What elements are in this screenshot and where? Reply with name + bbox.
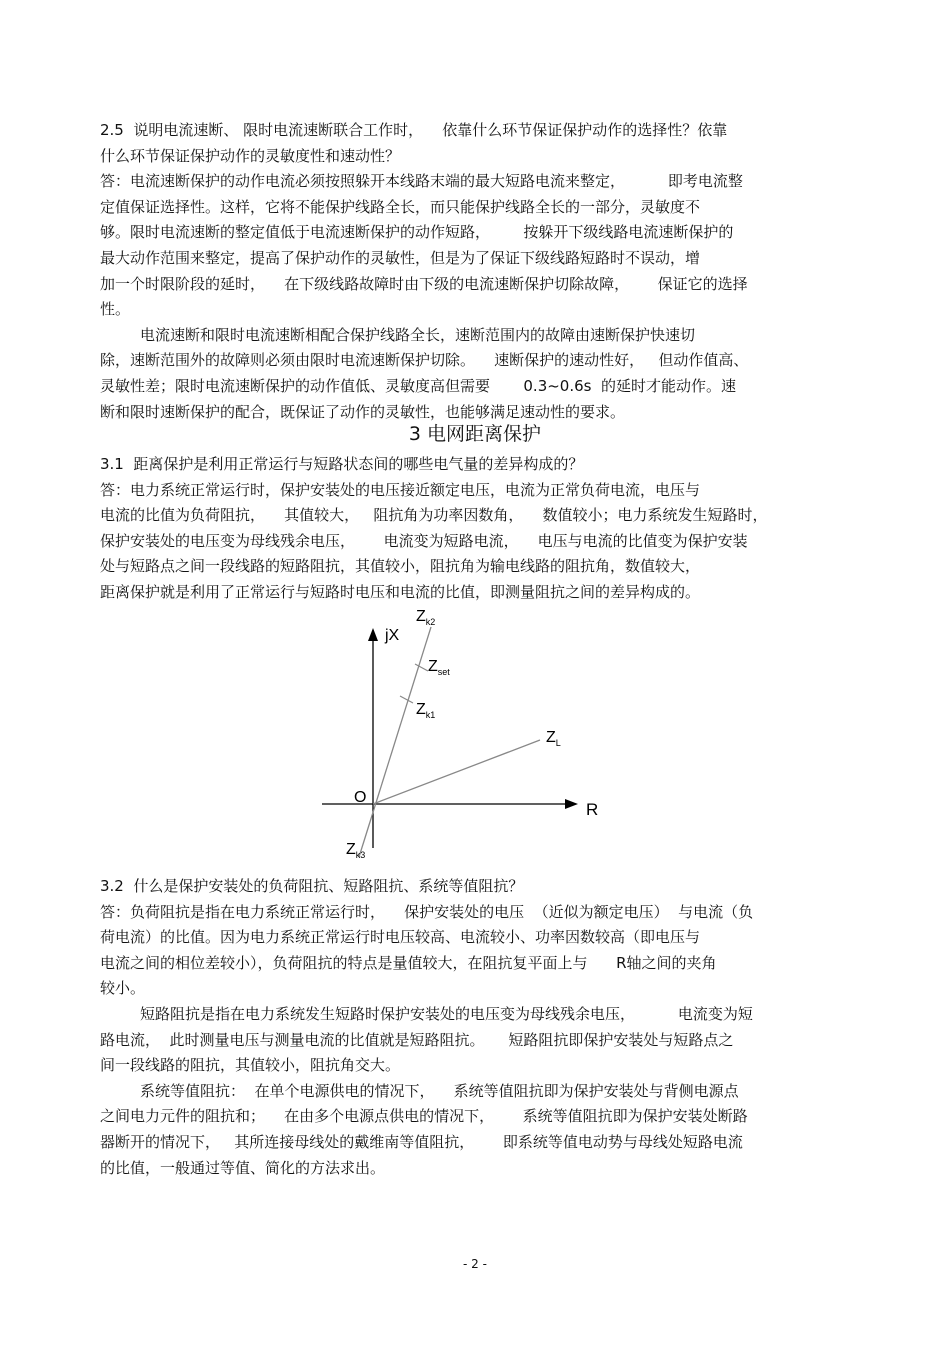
answer-3-2-line: 荷电流）的比值。因为电力系统正常运行时电压较高、电流较小、功率因数较高（即电压与 — [100, 928, 701, 947]
paragraph-3-2-line: 器断开的情况下， 其所连接母线处的戴维南等值阻抗， 即系统等值电动势与母线处短路电流 — [100, 1132, 743, 1151]
answer-2-5-line: 性。 — [100, 300, 131, 319]
answer-2-5-line: 加一个时限阶段的延时， 在下级线路故障时由下级的电流速断保护切除故障， 保证它的选择 — [100, 274, 748, 293]
answer-2-5-line: 够。限时电流速断的整定值低于电流速断保护的动作短路， 按躲开下级线路电流速断保护的 — [100, 223, 734, 242]
answer-3-2-line: 答：负荷阻抗是指在电力系统正常运行时， 保护安装处的电压 （近似为额定电压） 与电流（负 — [100, 902, 754, 921]
answer-2-5-line: 最大动作范围来整定，提高了保护动作的灵敏性，但是为了保证下级线路短路时不误动，增 — [100, 248, 701, 267]
zk1-tick — [400, 696, 413, 703]
paragraph-2-5-line: 灵敏性差；限时电流速断保护的动作值低、灵敏度高但需要 0.3~0.6s 的延时才能动作。速 — [100, 376, 737, 395]
paragraph-3-2-line: 路电流， 此时测量电压与测量电流的比值就是短路阻抗。 短路阻抗即保护安装处与短路点之 — [100, 1030, 734, 1049]
paragraph-2-5-line: 断和限时速断保护的配合，既保证了动作的灵敏性，也能够满足速动性的要求。 — [100, 402, 626, 421]
zk1-label: $Z_{k1}$ — [416, 701, 436, 720]
load-impedance-line — [373, 740, 540, 804]
answer-2-5-line: 答：电流速断保护的动作电流必须按照躲开本线路末端的最大短路电流来整定， 即考电流整 — [100, 172, 743, 191]
section-title: 3 电网距离保护 — [408, 423, 542, 445]
paragraph-3-2-line: 间一段线路的阻抗，其值较小，阻抗角交大。 — [100, 1056, 401, 1075]
answer-3-1-line: 距离保护就是利用了正常运行与短路时电压和电流的比值，即测量阻抗之间的差异构成的。 — [100, 582, 701, 601]
zl-label: $Z_L$ — [546, 729, 561, 748]
origin-label: O — [354, 789, 367, 806]
jx-axis-arrow-icon — [368, 628, 378, 641]
answer-3-1-line: 保护安装处的电压变为母线残余电压， 电流变为短路电流， 电压与电流的比值变为保护安装 — [100, 531, 748, 550]
question-3-1-line: 3.1 距离保护是利用正常运行与短路状态间的哪些电气量的差异构成的？ — [100, 455, 584, 473]
paragraph-2-5-line: 电流速断和限时电流速断相配合保护线路全长，速断范围内的故障由速断保护快速切 — [140, 325, 696, 344]
zk3-label: $Z_{k3}$ — [346, 841, 366, 860]
answer-3-1-line: 答：电力系统正常运行时，保护安装处的电压接近额定电压，电流为正常负荷电流，电压与 — [100, 480, 701, 499]
paragraph-3-2-line: 之间电力元件的阻抗和； 在由多个电源点供电的情况下， 系统等值阻抗即为保护安装处断路 — [100, 1107, 748, 1126]
paragraph-3-2-line: 的比值，一般通过等值、简化的方法求出。 — [100, 1158, 386, 1177]
answer-3-1-line: 处与短路点之间一段线路的短路阻抗，其值较小，阻抗角为输电线路的阻抗角，数值较大， — [100, 557, 701, 576]
impedance-plane-diagram — [310, 600, 630, 870]
zk2-label: $Z_{k2}$ — [416, 608, 436, 627]
question-3-2-line: 3.2 什么是保护安装处的负荷阻抗、短路阻抗、系统等值阻抗？ — [100, 877, 524, 895]
paragraph-2-5-line: 除，速断范围外的故障则必须由限时电流速断保护切除。 速断保护的速动性好， 但动作值高、 — [100, 351, 749, 370]
zset-label: $Z_{set}$ — [428, 658, 450, 677]
answer-2-5-line: 定值保证选择性。这样，它将不能保护线路全长，而只能保护线路全长的一部分，灵敏度不 — [100, 197, 701, 216]
question-2-5-line: 2.5 说明电流速断、 限时电流速断联合工作时， 依靠什么环节保证保护动作的选择性？依靠 — [100, 121, 728, 139]
jx-axis-label: jX — [385, 627, 400, 644]
line-impedance-line — [359, 627, 431, 857]
question-2-5-block — [100, 118, 860, 425]
paragraph-3-2-line: 短路阻抗是指在电力系统发生短路时保护安装处的电压变为母线残余电压， 电流变为短 — [140, 1004, 753, 1023]
r-axis-arrow-icon — [565, 799, 578, 809]
page-number: - 2 - — [463, 1257, 487, 1271]
r-axis-label: R — [586, 800, 599, 819]
question-3-2-block — [100, 874, 860, 1181]
answer-3-1-line: 电流的比值为负荷阻抗， 其值较大， 阻抗角为功率因数角， 数值较小；电力系统发生短路时， — [100, 506, 768, 525]
answer-3-2-line: 电流之间的相位差较小），负荷阻抗的特点是量值较大，在阻抗复平面上与 R轴之间的夹角 — [100, 953, 717, 972]
question-2-5-line: 什么环节保证保护动作的灵敏度性和速动性？ — [100, 146, 401, 165]
paragraph-3-2-line: 系统等值阻抗： 在单个电源供电的情况下， 系统等值阻抗即为保护安装处与背侧电源点 — [140, 1081, 739, 1100]
answer-3-2-line: 较小。 — [100, 979, 146, 998]
question-3-1-block — [100, 452, 860, 606]
